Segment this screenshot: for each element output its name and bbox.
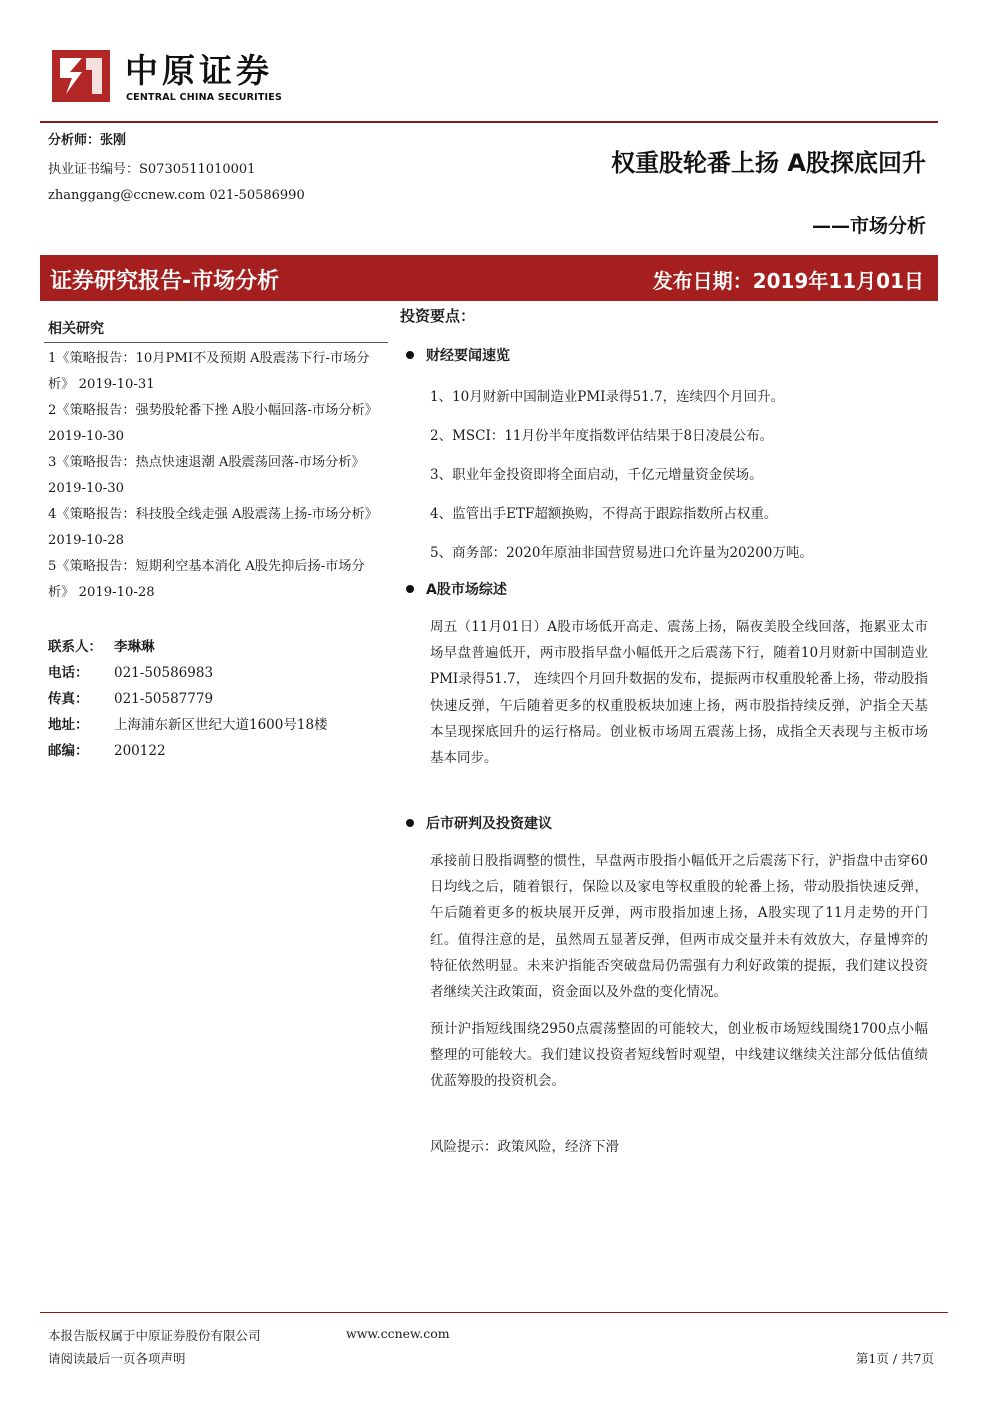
footer-notice: 请阅读最后一页各项声明 [48, 1351, 186, 1366]
related-item[interactable]: 4《策略报告：科技股全线走强 A股震荡上扬-市场分析》 2019-10-28 [48, 507, 378, 548]
contact-fax: 021-50587779 [114, 691, 214, 707]
contact-phone-row [48, 660, 328, 686]
banner-category: 证券研究报告-市场分析 [50, 269, 280, 294]
contact-address-label: 地址： [48, 717, 89, 733]
news-item: 2、MSCI：11月份半年度指数评估结果于8日凌晨公布。 [430, 428, 774, 444]
related-item[interactable]: 3《策略报告：热点快速退潮 A股震荡回落-市场分析》 2019-10-30 [48, 455, 365, 496]
outlook-text-2: 预计沪指短线围绕2950点震荡整固的可能较大，创业板市场短线围绕1700点小幅整理的可能较大。我们建议投资者短线暂时观望，中线建议继续关注部分低估值绩优蓝筹股的投资机会。 [430, 1021, 928, 1090]
invest-highlights-title: 投资要点： [400, 307, 476, 325]
footer-page-number: 第1页 / 共7页 [855, 1351, 934, 1366]
bullet-icon [406, 819, 414, 827]
related-research-divider [44, 342, 388, 343]
contact-address: 上海浦东新区世纪大道1600号18楼 [114, 717, 328, 733]
contact-zip-label: 邮编： [48, 743, 89, 759]
related-research-list [48, 346, 386, 606]
bullet-icon [406, 585, 414, 593]
section-market-heading: A股市场综述 [406, 579, 507, 599]
contact-person-row [48, 634, 328, 660]
news-item: 4、监管出手ETF超额换购，不得高于跟踪指数所占权重。 [430, 506, 778, 522]
risk-warning: 风险提示：政策风险，经济下滑 [430, 1139, 619, 1155]
company-logo-icon [52, 50, 110, 102]
report-title: 权重股轮番上扬 A股探底回升 [611, 149, 926, 177]
section-outlook-heading: 后市研判及投资建议 [406, 813, 552, 833]
section-news-heading: 财经要闻速览 [406, 345, 510, 365]
contact-fax-label: 传真： [48, 691, 89, 707]
footer-divider [40, 1312, 948, 1313]
contact-block [48, 634, 328, 764]
related-item[interactable]: 2《策略报告：强势股轮番下挫 A股小幅回落-市场分析》 2019-10-30 [48, 403, 378, 444]
analyst-cert: 执业证书编号：S0730511010001 [48, 162, 256, 177]
footer-copyright: 本报告版权属于中原证券股份有限公司 [48, 1328, 261, 1343]
header-divider [40, 121, 938, 123]
market-summary-text: 周五（11月01日）A股市场低开高走、震荡上扬，隔夜美股全线回落，拖累亚太市场早盘普遍低开，两市股指早盘小幅低开之后震荡下行，随着10月财新中国制造业PMI录得51.7， 连续四个月回升数据的发布，提振两市权重股轮番上扬，带动股指快速反弹，午后随着更多的权重股板块加速上扬，两市股指持续反弹，沪指全天基本呈现探底回升的运行格局。创业板市场周五震荡上扬，成指全天表现与主板市场基本同步。 [430, 619, 928, 767]
news-item: 1、10月财新中国制造业PMI录得51.7，连续四个月回升。 [430, 389, 785, 405]
analyst-contact: zhanggang@ccnew.com 021-50586990 [48, 188, 305, 203]
contact-fax-row [48, 686, 328, 712]
contact-phone-label: 电话： [48, 665, 89, 681]
contact-person-label: 联系人： [48, 639, 102, 655]
report-subtitle: ——市场分析 [811, 215, 926, 237]
outlook-text-1: 承接前日股指调整的惯性，早盘两市股指小幅低开之后震荡下行，沪指盘中击穿60日均线之后，随着银行，保险以及家电等权重股的轮番上扬，带动股指快速反弹，午后随着更多的板块展开反弹，两市股指加速上扬，A股实现了11月走势的开门红。值得注意的是，虽然周五显著反弹，但两市成交量并未有效放大，存量博弈的特征依然明显。未来沪指能否突破盘局仍需强有力利好政策的提振，我们建议投资者继续关注政策面，资金面以及外盘的变化情况。 [430, 853, 928, 1001]
bullet-icon [406, 351, 414, 359]
related-research-title: 相关研究 [48, 321, 104, 337]
company-name-en: CENTRAL CHINA SECURITIES [126, 92, 283, 103]
company-name-cn: 中原证券 [125, 51, 273, 90]
news-item: 3、职业年金投资即将全面启动，千亿元增量资金侯场。 [430, 467, 763, 483]
contact-zip: 200122 [114, 743, 166, 759]
contact-zip-row [48, 738, 328, 764]
report-banner [40, 255, 938, 301]
contact-person-name: 李琳琳 [114, 639, 155, 655]
contact-phone: 021-50586983 [114, 665, 214, 681]
news-item: 5、商务部：2020年原油非国营贸易进口允许量为20200万吨。 [430, 545, 813, 561]
analyst-name: 分析师：张刚 [48, 133, 127, 148]
contact-address-row [48, 712, 328, 738]
banner-date: 发布日期：2019年11月01日 [652, 269, 924, 293]
related-item[interactable]: 1《策略报告：10月PMI不及预期 A股震荡下行-市场分析》 2019-10-31 [48, 351, 370, 392]
related-item[interactable]: 5《策略报告：短期利空基本消化 A股先抑后扬-市场分析》 2019-10-28 [48, 559, 365, 600]
footer-url-link[interactable]: www.ccnew.com [346, 1326, 450, 1341]
